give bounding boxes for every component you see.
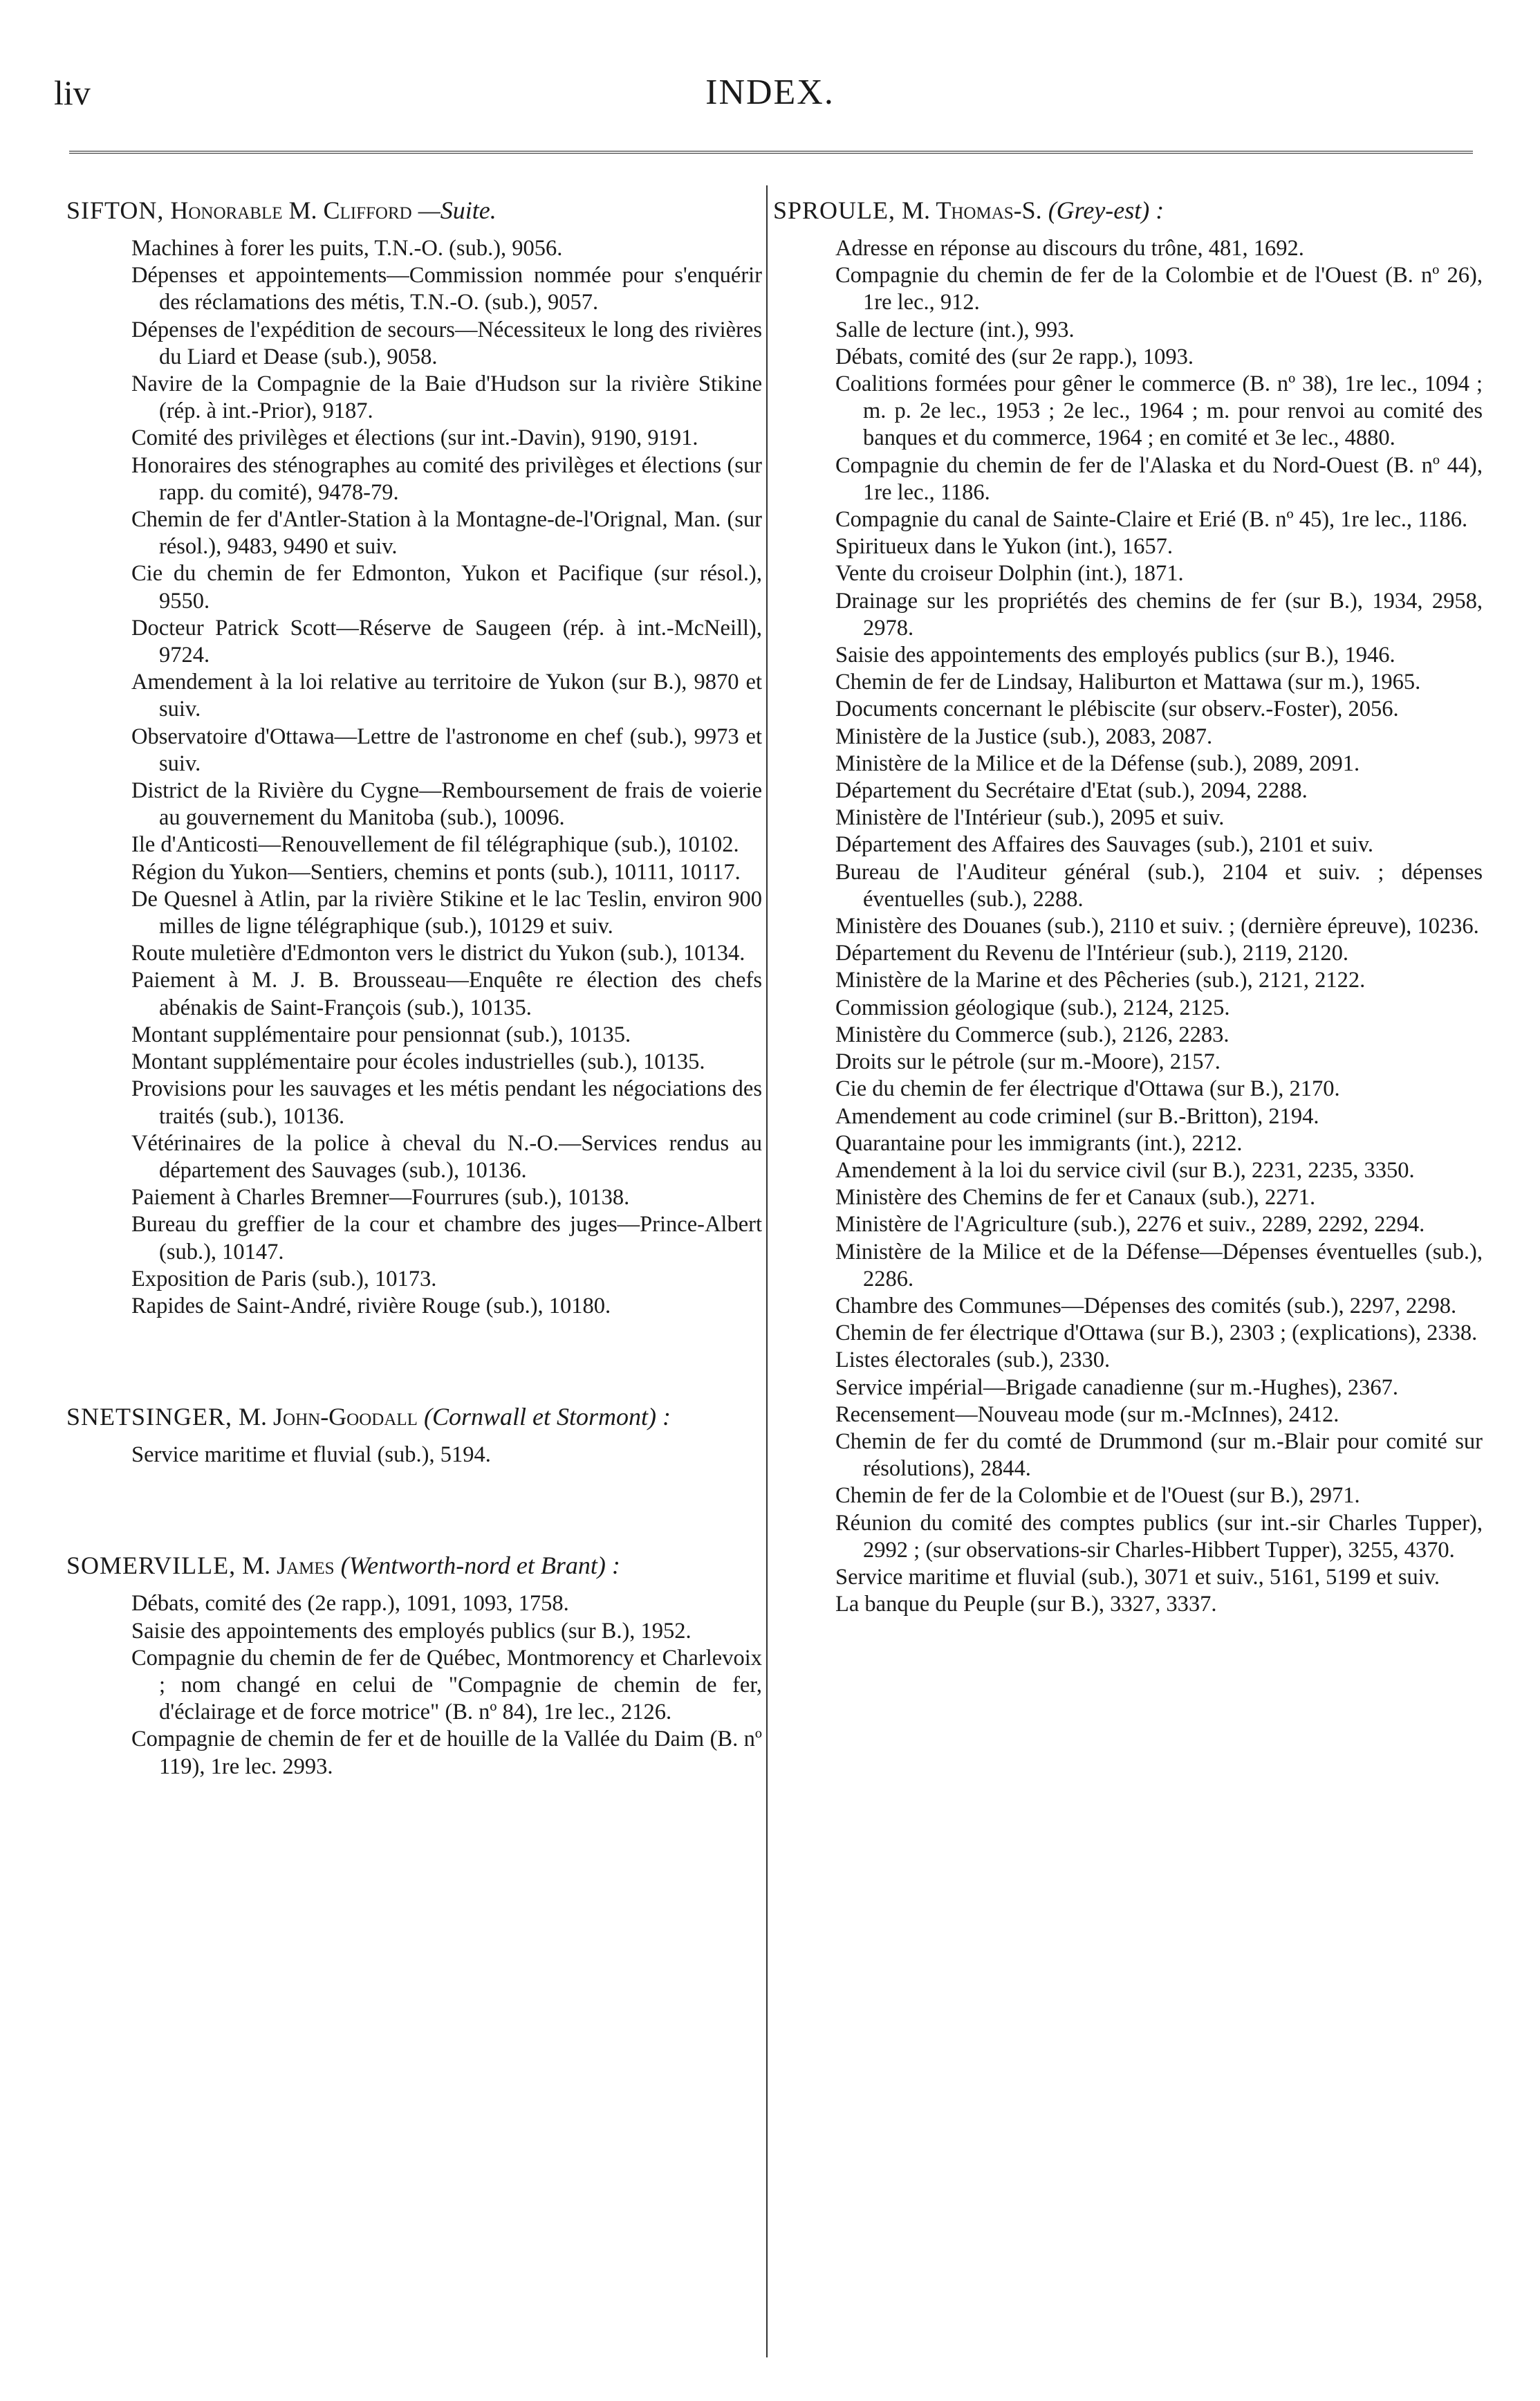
index-entry: Service maritime et fluvial (sub.), 5194. [131,1442,491,1468]
index-entry: Ministère de l'Agriculture (sub.), 2276 et suiv., 2289, 2292, 2294. [835,1212,1425,1238]
right-column [773,195,1483,1700]
index-entry: Chemin de fer d'Antler-Station à la Montagne-de-l'Orignal, Man. (sur résol.), 9483, 9490 et suiv. [131,507,762,560]
index-entry: Salle de lecture (int.), 993. [835,317,1075,342]
index-entry: Dépenses de l'expédition de secours—Nécessiteux le long des rivières du Liard et Dease (sub.), 9058. [131,317,762,369]
entry-list [66,1442,762,1469]
index-entry: Docteur Patrick Scott—Réserve de Saugeen (rép. à int.-McNeill), 9724. [131,615,762,668]
member-heading [66,1401,762,1432]
index-entry: Compagnie du chemin de fer de l'Alaska et du Nord-Ouest (B. nº 44), 1re lec., 1186. [835,452,1483,505]
index-entry: Ile d'Anticosti—Renouvellement de fil télégraphique (sub.), 10102. [131,832,739,858]
member-surname: SIFTON, [66,196,165,224]
index-entry: Machines à forer les puits, T.N.-O. (sub.), 9056. [131,236,563,261]
index-entry: Chemin de fer de Lindsay, Haliburton et Mattawa (sur m.), 1965. [835,670,1421,695]
index-entry: Commission géologique (sub.), 2124, 2125. [835,995,1230,1020]
member-surname: SPROULE, [773,196,896,224]
index-entry: Drainage sur les propriétés des chemins de fer (sur B.), 1934, 2958, 2978. [835,588,1483,641]
member-honorific: M. Thomas-S. [902,196,1042,224]
index-entry: Ministère de la Justice (sub.), 2083, 2087. [835,724,1213,749]
page-number: liv [54,73,91,112]
index-entry: Ministère du Commerce (sub.), 2126, 2283. [835,1022,1230,1047]
member-riding: —Suite. [418,196,497,224]
member-riding: (Wentworth-nord et Brant) : [340,1552,620,1580]
index-entry: Coalitions formées pour gêner le commerce (B. nº 38), 1re lec., 1094 ; m. p. 2e lec., 1953 ; 2e lec., 1964 ; m. pour renvoi au comité des banques et du commerce, 1964 ; en comité et 3e lec., 4880. [835,371,1483,451]
index-entry: Service maritime et fluvial (sub.), 3071 et suiv., 5161, 5199 et suiv. [835,1564,1440,1590]
index-entry: Bureau du greffier de la cour et chambre des juges—Prince-Albert (sub.), 10147. [131,1212,762,1264]
index-entry: Ministère de la Milice et de la Défense (sub.), 2089, 2091. [835,751,1360,776]
member-surname: SNETSINGER, [66,1403,233,1431]
index-entry: Chemin de fer de la Colombie et de l'Ouest (sur B.), 2971. [835,1483,1360,1509]
index-entry: District de la Rivière du Cygne—Remboursement de frais de voierie au gouvernement du Manitoba (sub.), 10096. [131,778,762,831]
index-entry: Amendement à la loi relative au territoire de Yukon (sur B.), 9870 et suiv. [131,670,762,722]
index-entry: Vétérinaires de la police à cheval du N.-O.—Services rendus au département des Sauvages (sub.), 10136. [131,1130,762,1183]
index-entry: Réunion du comité des comptes publics (sur int.-sir Charles Tupper), 2992 ; (sur observations-sir Charles-Hibbert Tupper), 3255, 4370. [835,1510,1483,1563]
index-section [66,1401,762,1469]
index-entry: Ministère de la Milice et de la Défense—Dépenses éventuelles (sub.), 2286. [835,1239,1483,1291]
index-entry: Paiement à M. J. B. Brousseau—Enquête re élection des chefs abénakis de Saint-François (sub.), 10135. [131,968,762,1020]
index-entry: Observatoire d'Ottawa—Lettre de l'astronome en chef (sub.), 9973 et suiv. [131,724,762,776]
index-entry: Chemin de fer du comté de Drummond (sur m.-Blair pour comité sur résolutions), 2844. [835,1428,1483,1482]
member-riding: (Cornwall et Stormont) : [423,1403,671,1431]
index-entry: Cie du chemin de fer électrique d'Ottawa (sur B.), 2170. [835,1076,1340,1102]
index-entry: Listes électorales (sub.), 2330. [835,1347,1111,1373]
index-entry: Ministère des Chemins de fer et Canaux (sub.), 2271. [835,1185,1316,1211]
index-entry: Dépenses et appointements—Commission nommée pour s'enquérir des réclamations des métis, T.N.-O. (sub.), 9057. [131,263,762,315]
column-divider [766,185,768,2357]
member-honorific: Honorable M. Clifford [170,196,412,224]
member-honorific: M. John-Goodall [239,1403,418,1431]
index-entry: Paiement à Charles Bremner—Fourrures (sub.), 10138. [131,1185,630,1211]
index-entry: Département des Affaires des Sauvages (sub.), 2101 et suiv. [835,832,1374,858]
index-entry: Département du Secrétaire d'Etat (sub.), 2094, 2288. [835,778,1308,804]
index-entry: Débats, comité des (2e rapp.), 1091, 1093, 1758. [131,1591,569,1617]
index-entry: Compagnie du chemin de fer de Québec, Montmorency et Charlevoix ; nom changé en celui de "Compagnie de chemin de fer, d'éclairage et de force motrice" (B. nº 84), 1re lec., 2126. [131,1645,762,1725]
index-entry: Compagnie du canal de Sainte-Claire et Erié (B. nº 45), 1re lec., 1186. [835,507,1468,533]
index-entry: De Quesnel à Atlin, par la rivière Stikine et le lac Teslin, environ 900 milles de ligne télégraphique (sub.), 10129 et suiv. [131,886,762,939]
member-honorific: M. James [242,1552,335,1580]
index-entry: Rapides de Saint-André, rivière Rouge (sub.), 10180. [131,1293,611,1318]
index-section [66,195,762,1320]
member-heading [66,1550,762,1581]
member-riding: (Grey-est) : [1048,196,1165,224]
index-entry: Provisions pour les sauvages et les métis pendant les négociations des traités (sub.), 10136. [131,1076,762,1129]
index-entry: Ministère des Douanes (sub.), 2110 et suiv. ; (dernière épreuve), 10236. [835,914,1479,939]
index-entry: Cie du chemin de fer Edmonton, Yukon et Pacifique (sur résol.), 9550. [131,561,762,614]
page-header [0,0,1540,152]
index-entry: Vente du croiseur Dolphin (int.), 1871. [835,561,1184,587]
index-entry: Service impérial—Brigade canadienne (sur m.-Hughes), 2367. [835,1374,1399,1400]
entry-list [66,235,762,1320]
entry-list [66,1590,762,1780]
index-entry: Bureau de l'Auditeur général (sub.), 2104 et suiv. ; dépenses éventuelles (sub.), 2288. [835,859,1483,912]
index-entry: Chemin de fer électrique d'Ottawa (sur B.), 2303 ; (explications), 2338. [835,1321,1478,1346]
index-entry: Montant supplémentaire pour pensionnat (sub.), 10135. [131,1022,631,1047]
index-entry: Ministère de la Marine et des Pêcheries (sub.), 2121, 2122. [835,968,1366,993]
index-entry: Navire de la Compagnie de la Baie d'Hudson sur la rivière Stikine (rép. à int.-Prior), 9187. [131,371,762,424]
left-column [66,195,762,1862]
index-entry: Amendement au code criminel (sur B.-Britton), 2194. [835,1103,1319,1129]
member-surname: SOMERVILLE, [66,1552,236,1580]
index-entry: Saisie des appointements des employés publics (sur B.), 1946. [835,643,1395,668]
index-entry: Adresse en réponse au discours du trône, 481, 1692. [835,236,1304,261]
index-entry: Montant supplémentaire pour écoles industrielles (sub.), 10135. [131,1049,705,1075]
index-entry: Chambre des Communes—Dépenses des comités (sub.), 2297, 2298. [835,1293,1457,1318]
index-entry: Compagnie de chemin de fer et de houille de la Vallée du Daim (B. nº 119), 1re lec. 2993. [131,1727,762,1779]
member-heading [773,195,1483,226]
header-rule [69,151,1473,154]
index-entry: La banque du Peuple (sur B.), 3327, 3337. [835,1592,1217,1617]
index-entry: Droits sur le pétrole (sur m.-Moore), 2157. [835,1049,1221,1075]
index-entry: Débats, comité des (sur 2e rapp.), 1093. [835,344,1194,369]
index-entry: Exposition de Paris (sub.), 10173. [131,1266,437,1291]
index-entry: Saisie des appointements des employés publics (sur B.), 1952. [131,1618,692,1644]
index-entry: Compagnie du chemin de fer de la Colombie et de l'Ouest (B. nº 26), 1re lec., 912. [835,263,1483,315]
index-entry: Amendement à la loi du service civil (sur B.), 2231, 2235, 3350. [835,1157,1415,1183]
index-entry: Documents concernant le plébiscite (sur observ.-Foster), 2056. [835,697,1399,722]
index-entry: Région du Yukon—Sentiers, chemins et ponts (sub.), 10111, 10117. [131,859,741,885]
index-entry: Département du Revenu de l'Intérieur (sub.), 2119, 2120. [835,941,1349,966]
member-heading [66,195,762,226]
index-entry: Ministère de l'Intérieur (sub.), 2095 et suiv. [835,805,1225,831]
index-section [773,195,1483,1618]
index-section [66,1550,762,1780]
index-entry: Honoraires des sténographes au comité des privilèges et élections (sur rapp. du comité), 9478-79. [131,452,762,505]
index-entry: Comité des privilèges et élections (sur int.-Davin), 9190, 9191. [131,425,698,451]
index-entry: Recensement—Nouveau mode (sur m.-McInnes), 2412. [835,1401,1339,1427]
index-entry: Route muletière d'Edmonton vers le district du Yukon (sub.), 10134. [131,941,745,966]
entry-list [773,235,1483,1618]
index-entry: Quarantaine pour les immigrants (int.), 2212. [835,1130,1243,1156]
page-title: INDEX. [705,73,835,112]
index-entry: Spiritueux dans le Yukon (int.), 1657. [835,534,1173,560]
